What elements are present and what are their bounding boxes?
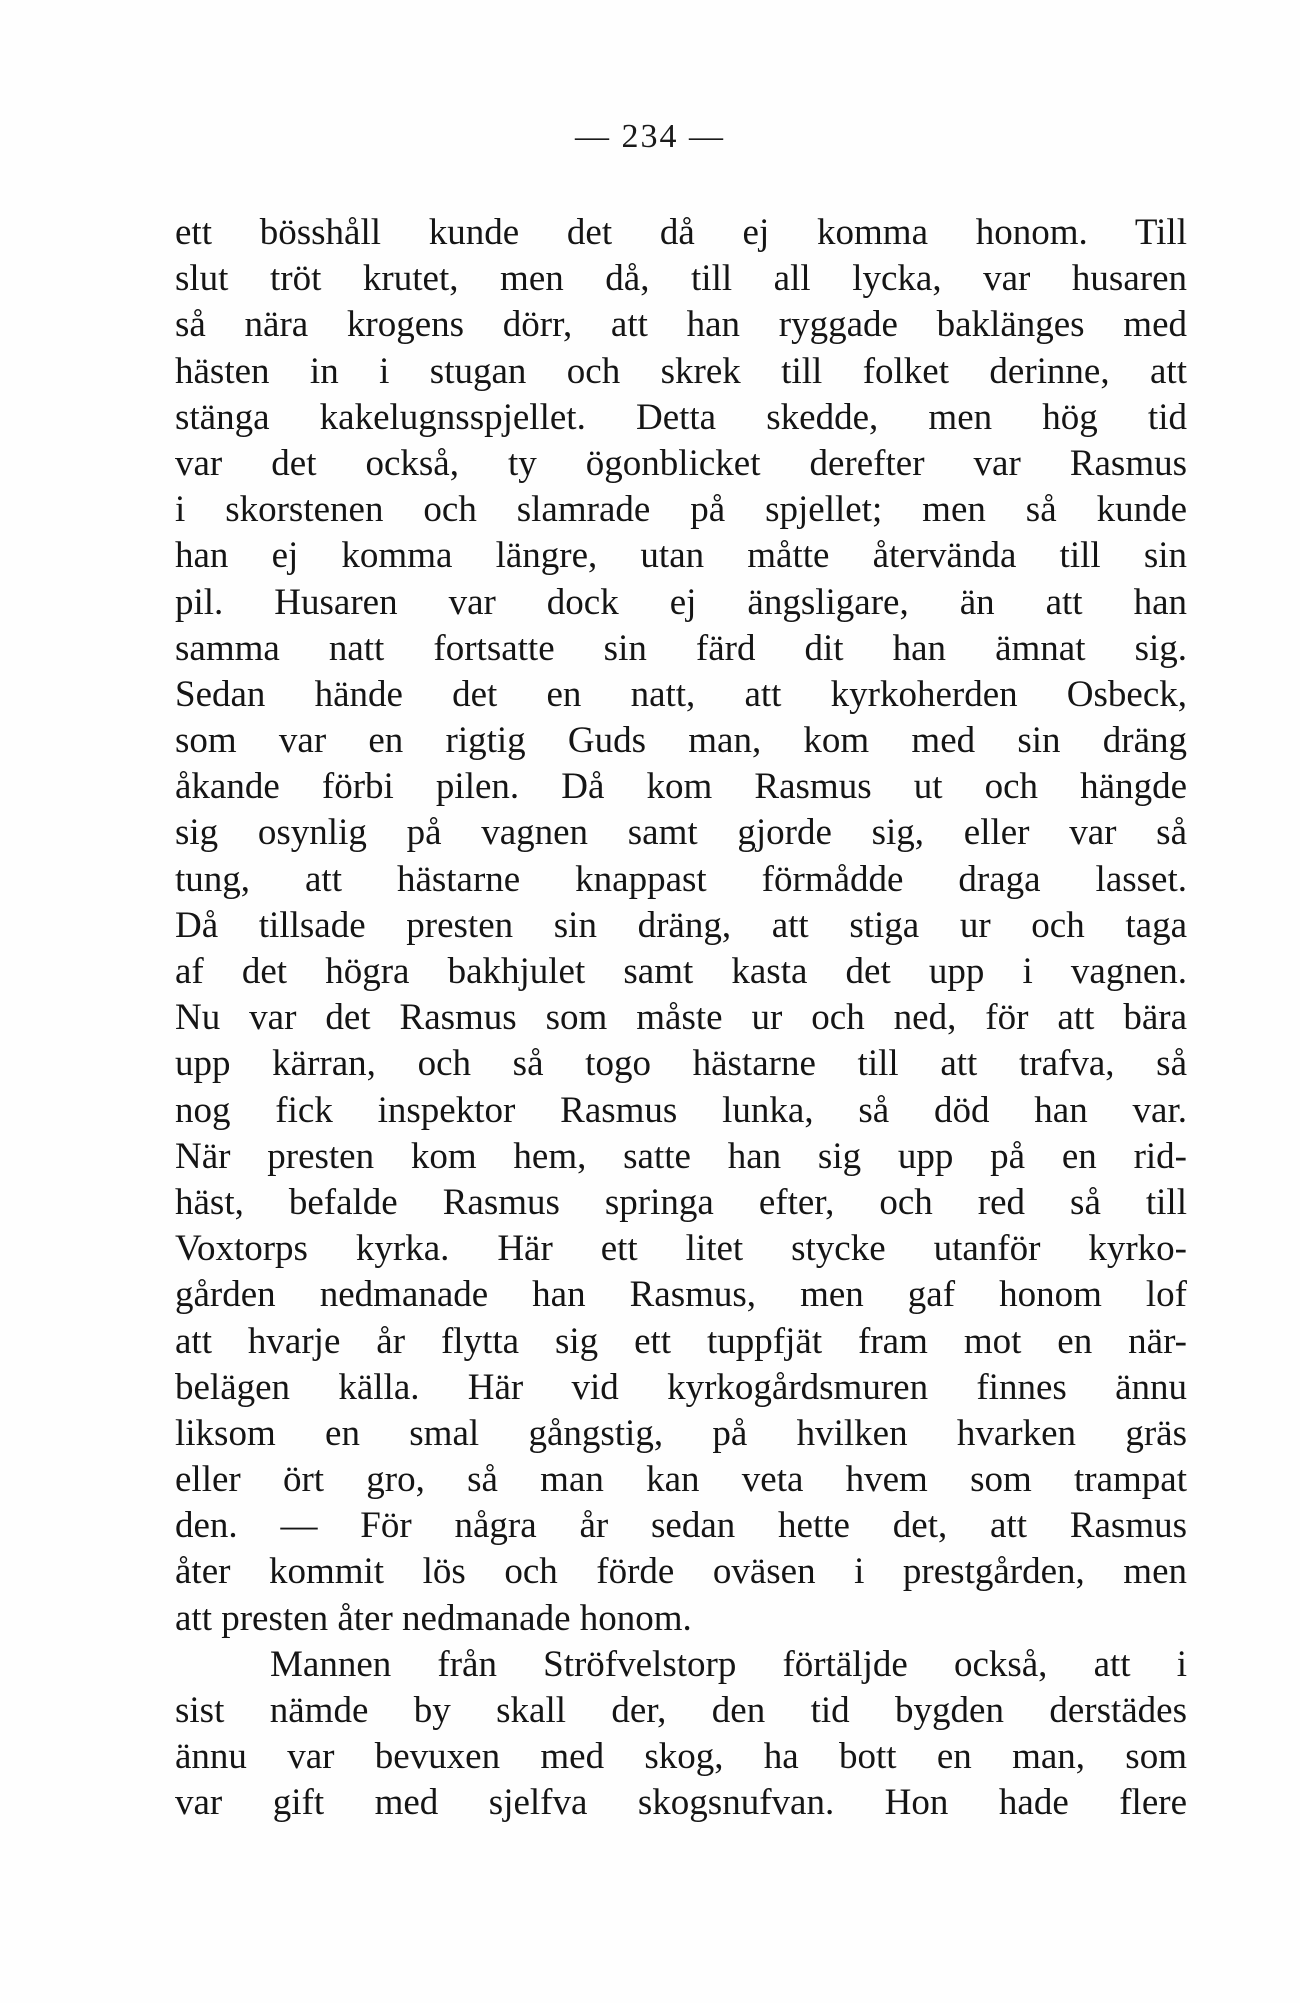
- text-line: ett bösshåll kunde det då ej komma honom. Till: [175, 212, 1187, 253]
- text-line: att hvarje år flytta sig ett tuppfjät fram mot en när-: [175, 1320, 1187, 1362]
- text-line: Då tillsade presten sin dräng, att stiga ur och taga: [175, 904, 1187, 946]
- text-line: upp kärran, och så togo hästarne till att trafva, så: [175, 1043, 1187, 1085]
- text-line: nog fick inspektor Rasmus lunka, så död han var.: [175, 1089, 1187, 1131]
- text-line: Sedan hände det en natt, att kyrkoherden Osbeck,: [175, 673, 1187, 715]
- text-line: så nära krogens dörr, att han ryggade baklänges med: [175, 304, 1187, 346]
- text-line: tung, att hästarne knappast förmådde draga lasset.: [175, 858, 1187, 900]
- text-line: häst, befalde Rasmus springa efter, och red så till: [175, 1181, 1187, 1223]
- text-line: pil. Husaren var dock ej ängsligare, än att han: [175, 581, 1187, 623]
- text-line: som var en rigtig Guds man, kom med sin dräng: [175, 720, 1187, 762]
- text-line: Nu var det Rasmus som måste ur och ned, för att bära: [175, 997, 1187, 1039]
- text-line: den. — För några år sedan hette det, att Rasmus: [175, 1505, 1187, 1547]
- text-line: Voxtorps kyrka. Här ett litet stycke utanför kyrko-: [175, 1228, 1187, 1270]
- text-line: han ej komma längre, utan måtte återvända till sin: [175, 535, 1187, 577]
- paragraph-start-line: Mannen från Ströfvelstorp förtäljde också, att i: [270, 1643, 1187, 1685]
- text-line: i skorstenen och slamrade på spjellet; men så kunde: [175, 489, 1187, 531]
- text-line: eller ört gro, så man kan veta hvem som trampat: [175, 1459, 1187, 1501]
- text-line: samma natt fortsatte sin färd dit han ämnat sig.: [175, 627, 1187, 669]
- text-line: sig osynlig på vagnen samt gjorde sig, eller var så: [175, 812, 1187, 854]
- paragraph-end-line: att presten åter nedmanade honom.: [175, 1597, 692, 1639]
- text-line: var gift med sjelfva skogsnufvan. Hon hade flere: [175, 1782, 1187, 1824]
- text-line: sist nämde by skall der, den tid bygden derstädes: [175, 1690, 1187, 1731]
- text-line: liksom en smal gångstig, på hvilken hvarken gräs: [175, 1412, 1187, 1454]
- page-number: — 234 —: [575, 118, 725, 155]
- text-line: belägen källa. Här vid kyrkogårdsmuren finnes ännu: [175, 1366, 1187, 1408]
- text-line: var det också, ty ögonblicket derefter var Rasmus: [175, 442, 1187, 484]
- text-line: af det högra bakhjulet samt kasta det upp i vagnen.: [175, 951, 1187, 992]
- body-text: [175, 210, 1187, 1827]
- text-line: åter kommit lös och förde oväsen i prestgården, men: [175, 1551, 1187, 1593]
- text-line: ännu var bevuxen med skog, ha bott en man, som: [175, 1736, 1187, 1778]
- text-line: När presten kom hem, satte han sig upp på en rid-: [175, 1135, 1187, 1177]
- text-line: gården nedmanade han Rasmus, men gaf honom lof: [175, 1274, 1187, 1316]
- text-line: slut tröt krutet, men då, till all lycka, var husaren: [175, 258, 1187, 300]
- text-line: åkande förbi pilen. Då kom Rasmus ut och hängde: [175, 766, 1187, 808]
- text-line: stänga kakelugnsspjellet. Detta skedde, men hög tid: [175, 396, 1187, 438]
- text-line: hästen in i stugan och skrek till folket derinne, att: [175, 350, 1187, 392]
